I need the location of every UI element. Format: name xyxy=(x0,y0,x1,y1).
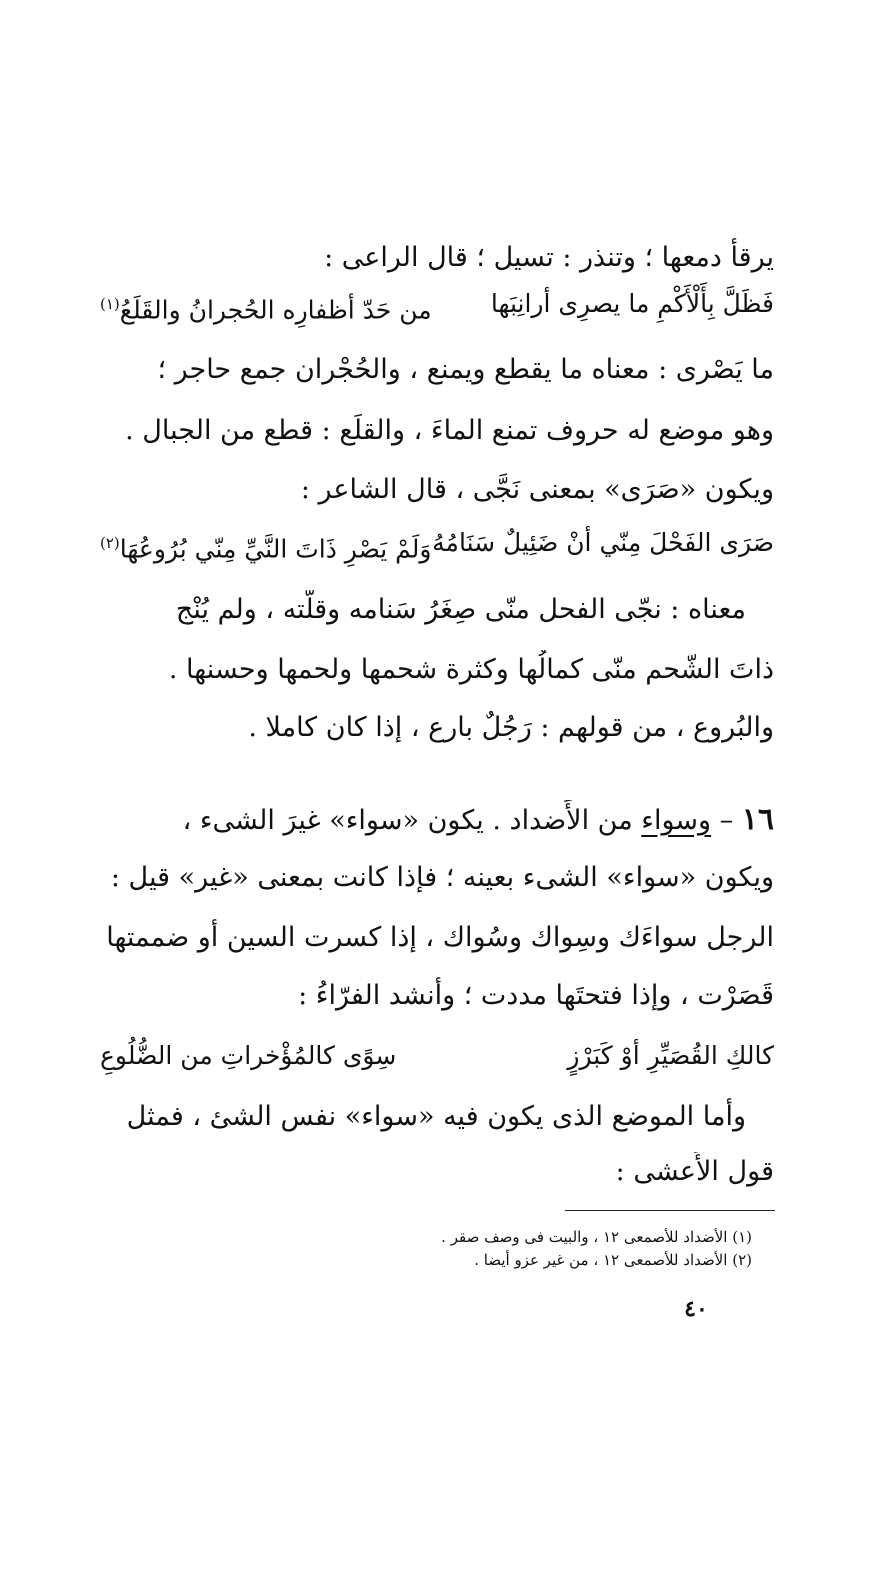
verse-first-hemistich: كالكِ القُصَيِّرِ أوْ كَبَرْزٍ xyxy=(567,1041,774,1070)
text-line: والبُروع ، من قولهم : رَجُلٌ بارع ، إذا كان كاملا . xyxy=(248,712,774,743)
section-dash: – xyxy=(719,805,734,836)
footnote: (١) الأضداد للأصمعى ١٢ ، والبيت فى وصف صقر . xyxy=(441,1228,752,1246)
section-headword: وسواء xyxy=(641,805,712,836)
text-line: ويكون «صَرَى» بمعنى نَجَّى ، قال الشاعر : xyxy=(300,474,774,505)
verse-line xyxy=(100,523,774,567)
text-line: وهو موضع له حروف تمنع الماءَ ، والقلَع : قطع من الجبال . xyxy=(125,415,774,446)
text-line: قَصَرْت ، وإذا فتحتَها مددت ؛ وأنشد الفرّاءُ : xyxy=(298,980,774,1011)
verse-line xyxy=(100,1036,774,1080)
text-line: وأما الموضع الذى يكون فيه «سواء» نفس الشئ ، فمثل xyxy=(126,1101,746,1132)
verse-first-hemistich: صَرَى الفَحْلَ مِنّي أنْ ضَئِيلٌ سَنَامُهُ xyxy=(432,528,774,557)
text-line: الرجل سواءَك وسِواك وسُواك ، إذا كسرت السين أو ضممتها xyxy=(106,922,774,953)
footnote: (٢) الأضداد للأصمعى ١٢ ، من غير عزو أيضا . xyxy=(474,1251,752,1269)
text-line: معناه : نجّى الفحل منّى صِغَرُ سَنامه وقلّته ، ولم يُنْج xyxy=(175,594,746,625)
verse-second-hemistich xyxy=(100,284,432,328)
verse-first-hemistich: فَظَلَّ بِأَلْأَكْمِ ما يصرِى أرانِبَها xyxy=(490,289,774,318)
verse-second-hemistich-text: وَلَمْ يَصْرِ ذَاتَ النَّيِّ مِنّي بُرُوعُهَا xyxy=(119,534,432,564)
verse-second-hemistich-text: من حَدّ أظفارِه الحُجرانُ والقَلَعُ xyxy=(119,295,432,325)
text-line: ذاتَ الشّحم منّى كمالُها وكثرة شحمها ولحمها وحسنها . xyxy=(168,654,774,685)
page-number: ٤٠ xyxy=(684,1296,708,1322)
text-line: قول الأَعشى : xyxy=(615,1156,774,1187)
verse-line xyxy=(100,284,774,328)
footnote-mark: (٢) xyxy=(100,534,120,552)
section-heading-text: من الأَضداد . يكون «سواء» غيرَ الشىء ، xyxy=(182,805,633,836)
footnote-mark: (١) xyxy=(100,295,120,313)
section-heading-line xyxy=(106,800,774,844)
section-number: ١٦ xyxy=(741,802,774,837)
text-line: ويكون «سواء» الشىء بعينه ؛ فإذا كانت بمعنى «غير» قيل : xyxy=(110,862,774,893)
verse-second-hemistich xyxy=(100,523,432,567)
text-line: ما يَصْرى : معناه ما يقطع ويمنع ، والحُجْران جمع حاجر ؛ xyxy=(157,354,774,385)
verse-second-hemistich: سِوًى كالمُؤْخراتِ من الضُّلُوعِ xyxy=(100,1041,397,1070)
text-line: يرقأ دمعها ؛ وتنذر : تسيل ؛ قال الراعى : xyxy=(324,242,774,273)
footnote-divider xyxy=(565,1210,775,1211)
